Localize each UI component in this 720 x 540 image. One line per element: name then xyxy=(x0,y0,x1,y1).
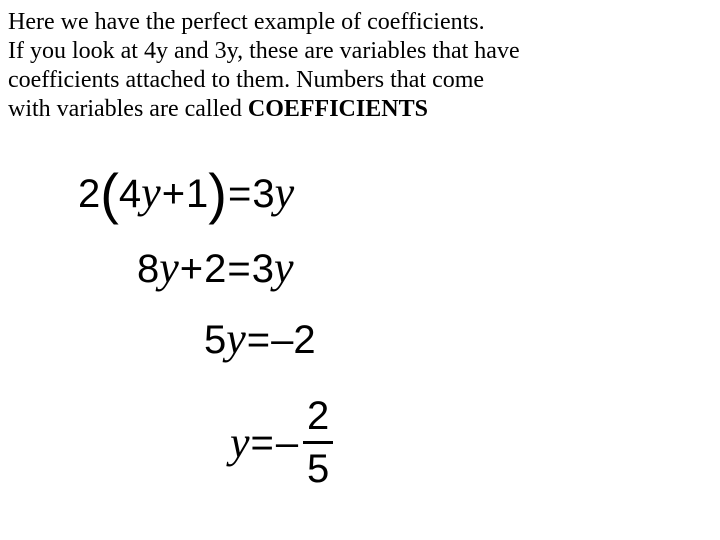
eq3-variable: y xyxy=(226,314,246,363)
eq2-coefficient: 8 xyxy=(137,247,160,291)
eq2-equals: = xyxy=(227,247,251,291)
eq3-equals: = xyxy=(246,318,271,362)
eq1-right-paren: ) xyxy=(208,162,227,225)
eq2-rhs-variable: y xyxy=(274,243,294,292)
eq4-equals: = xyxy=(250,420,274,465)
equation-3 xyxy=(204,314,316,363)
eq4-variable: y xyxy=(230,417,250,467)
eq1-outer-coefficient: 2 xyxy=(78,172,101,216)
eq1-constant: 1 xyxy=(186,172,209,216)
eq1-equals: = xyxy=(227,172,252,216)
eq1-plus: + xyxy=(161,172,186,216)
eq1-coefficient: 4 xyxy=(118,172,142,216)
fraction-bar xyxy=(303,441,333,444)
equation-2 xyxy=(137,243,294,292)
intro-line-3: coefficients attached to them. Numbers that come xyxy=(8,67,485,93)
intro-line-4-prefix: with variables are called xyxy=(8,96,248,122)
eq2-variable: y xyxy=(159,243,179,292)
eq3-coefficient: 5 xyxy=(204,318,227,362)
eq3-rhs: –2 xyxy=(271,318,316,362)
eq1-left-paren: ( xyxy=(100,162,119,225)
coefficients-term: COEFFICIENTS xyxy=(247,96,428,122)
equation-4 xyxy=(230,394,333,491)
intro-line-2: If you look at 4y and 3y, these are variables that have xyxy=(8,38,520,64)
eq1-rhs-coefficient: 3 xyxy=(252,172,275,216)
intro-text xyxy=(8,8,708,124)
eq1-rhs-variable: y xyxy=(274,168,295,217)
eq4-minus: – xyxy=(275,420,299,465)
eq1-variable: y xyxy=(141,168,161,217)
eq2-constant: 2 xyxy=(204,247,227,291)
eq2-rhs-coefficient: 3 xyxy=(251,247,274,291)
intro-line-1: Here we have the perfect example of coefficients. xyxy=(8,9,485,35)
eq4-denominator: 5 xyxy=(307,447,330,491)
intro-line-4 xyxy=(8,95,708,124)
eq4-numerator: 2 xyxy=(307,394,330,438)
eq2-plus: + xyxy=(179,247,204,291)
equation-1 xyxy=(78,162,295,225)
eq4-fraction xyxy=(303,394,333,491)
